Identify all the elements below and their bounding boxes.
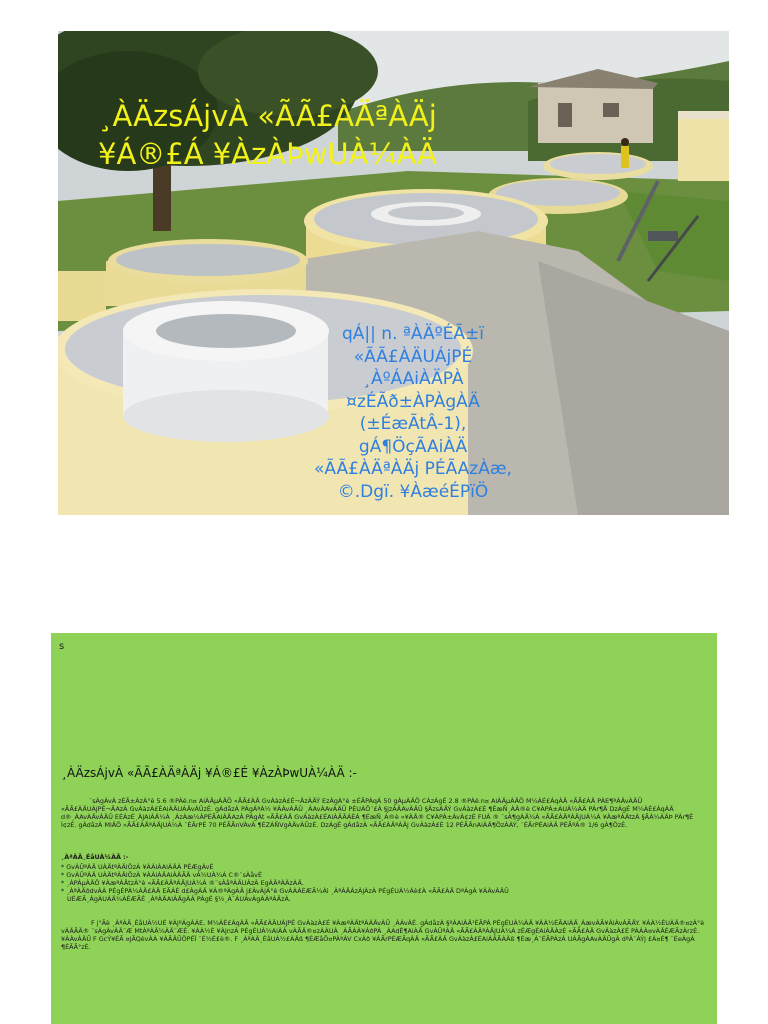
list-item: * ¸ÀPÁµÀÄÖ ¥ÀæªÀÄtzÀ°è «ÃÃ£ÀÄªÀÄjUÀ¼À ®¨sÀåªÀÄUÀzÀ EgÀÄªÀÄzÀÄ. [61,879,304,888]
slide-title-line: ¥Á®£Á ¥ÀzÀÞwUÀ¼ÀÄ [98,137,438,171]
slide-title-line: ¸ÀÄzsÁjvÀ «ÃÃ£ÀÄªÀÄj [98,99,437,133]
content-page [51,633,717,1024]
list-item: UÉÆÃ¸ÀgÀUÀÄ¼ÀÉÆÃÉ ¸ÀªÀÄAiÀÄgÀÀ PÀgÉ §½¸À¯ÁUÀvÀgÀÀªÀÄzÀ. [67,895,291,904]
list-item: * ¸ÀªÀÄðdvÀÀ PÉgÉPÀ¼ÀÄ£ÀÄ EÃÁÉ d£ÀgÀÄ ¥À®ªÀgÀÄ j£ÀvÀjÁ°è GvÀÀÀÉÆÃ¼Àì ¸ÀªÀÄÀzÀjÀzÀ PÉgÉUÀ½Áè£À «ÃÃ£ÀÄ DªÀgÀ ¥ÀÀvÀÄÛ [61,887,509,896]
slide-author-line: «ÃÃ£ÀÄªÀÄj PÉÃAzÀæ, [314,459,512,479]
list-item: * GvÀÛªÀÄ UÀÄtªÀÄlÖzÀ ¥ÀÀiÀÄAiÀÄÃÄ vÀ½UÀ¼À C®¨sÀåvÉ [61,871,263,880]
slide-author-line: (±ÉæÃtÂ-1), [359,414,467,434]
slide-author-line: qÁ|| n. ªÀÄºÉÃ±ï [342,324,484,344]
slide-author-block [258,323,568,503]
closing-paragraph: F j°Ãè ¸ÀªÀÄ¸ÉåUÀ½UÉ ¥ÀjºÁgÀÁE, M¼ÀÉ£ÁqÀÄ «ÃÃ£ÀÄUÁjPÉ GvÁàzÀ£É ¥ÀæªÀÄtªÀÀÄvÀÛ ¸ÀÁvÀÉ. gÁdåzÀ §ºÀAiÀÄ¹ÉÃPÀ PÉgÉUÀ¼ÀÄ ¥ÀÀ½ÉÃAiÀÄ¸ÀævÀÃ¥ÀlÀvÀÃÄY. ¥ÀÀ½ÉUÀÄ®¤zÀ°è vÀÄÃÄ® ¨sÁgÀvÀÄ¨Æ MtÀªÀÄ¼ÀÄ¨ÆÉ. ¥ÀÀ½É ¥ÀjnzÀ PÉgÉUÀ½AiÀÀ vÀÃÄ®¤zÀÀUÀ ¸ÀÃÀÀ¥ÀðPÀ ¸ÀAdÉ¶AiÀÄ GvÀÛªÀÄ «ÃÃ£ÀÄªÀÄjUÀ¼À zÉÆgÉAiÀÄÀzÉ «ÃÃ£ÀÄ GvÁàzÀ£É PÀÀÀ¤vÀÄÉÆÃzÀrzÉ. ¥ÀÀvÀÄÛ F GcÝ¥ÉÃ ¤jÃQèvÀÀ ¥ÀÃÄÛÖPÉÏ ¨É½É£è®. F ¸ÀªÀÄ¸ÉåUÀ½£ÀÄß ¶ÉÆåÕ¤PÀªÀV CxÀð ¥ÀÃrPÉÆÃqÀÄ «ÃÃ£ÀÄ GvÁàzÀ£ÉAiÀÄÃÀÄß ¶Éæ¸À¨ÉÃPÁzÀ UÀÃgÀAvÀÄÛgÀ dªÀ¨ÁÝj £À¤É¶ ¨ÉeÁgÀ ¶ÉÃÃ°zÉ. [61,919,705,952]
slide-author-line: ©.Dgï. ¥ÀæéÉPïÖ [337,481,489,502]
slide-author-line: gÁ¶ÖçÃAiÀÄ [358,436,468,457]
slide-author-line: ¸ÀºÁAiÀÄPÀ [362,369,464,389]
slide-title [98,97,658,173]
slide-author-line: «ÃÃ£ÀÄUÁjPÉ [353,346,473,367]
problems-list [61,863,509,903]
problems-subheading: ¸ÀªÀÄ¸ÉåUÀ¼ÀÄ :- [61,853,129,861]
intro-paragraph: ¨sÁgÀvÀ zÉÃ±ÀzÀ°è 5.6 ®PÀë.n¤ AiÀÄµÀÄÖ «ÃÃ£ÀÄ GvÁàzÀ£É¬ÄzÀÄÝ EzÀgÀ°è ±ÉÃPÀqÁ 50 gÀµÀÄÖ CÀzÁgÉ 2.8 ®PÀë.n¤ AiÀÄµÀÄÖ M¼ÀÉ£ÁqÀÄ «ÃÃ£ÀÄ PÀE¶ªÀÄvÀÄÛ «ÃÃ£ÀÄUÁjPÉ¬ÄAzÀ GvÁàzÀ£ÉAiÀÄUÀÄvÀÛzÉ. gÁdåzÀ PÀgÁªÀ½ ¥ÀÀvÀÄÛ ¸ÀAvÀAvÀÄÛ PÉUÁÕ¨£À §jzÀÄAvÀÄÛ §ÄzsÀÄÝ GvÁàzÀ£É ¶ÉæÑ¸ÀÄ®è C¥ÀPÀ±ÀUÀ¼ÀÄ PÀr¶Ä DzÁgÉ M¼ÀÉ£ÁqÀÄ d®¸ÀAvÀÄvÀÄÛ EÉÁzÉ¸ÀjAiÀÄ¼À ¸ÁzÀæ¼ÀPÉÃAiÀÄAzÀ PÀgÀt «ÃÃ£ÀÄ GvÁàzÀ£ÉAiÀÄÃÁÉÁ ¶ÉæÑ¸À®è «¥ÀÄ® C¥ÀPÀ±ÀvÀ¢zÉ FUÀ ® ¨sÁ¶gÀÄ¼À «ÃÃ£ÀÄªÀÄjUÀ¼À ¥ÀæªÀÄtzÀ §ÃÀ¼ÀÄÞ PÀr¶É Ì¢zÉ. gÁdåzÀ MlÄÖ «ÃÃ£ÀÄªÀÄjUÀ¼À ¨ÉÃrPÉ 70 PÉÃÃnVÀvÀ ¶ÉZÁÑVgÀÄvÀÛzÉ. DzÁgÉ gÁdåzÀ «ÃÃ£ÀÄªÀÄj GvÁàzÀ£É 12 PÉÃÃnAiÀÄ¶ÖzÀÀÝ, ¨ÉÃrPÉAiÀÄ PÉÃªÀ® 1/6 gÀ¶ÖzÉ. [61,797,694,830]
section-heading: ¸ÀÄzsÁjvÀ «ÃÃ£ÀÄªÀÄj ¥Á®£É ¥ÀzÀÞwUÀ¼ÀÄ :- [61,766,357,780]
list-item: * GvÀÛªÀÄ UÀÄtªÀÄlÖzÀ ¥ÀÀiÀAiÀÄÁ PÉÆgÀvÉ [61,863,214,871]
page-marker: s [59,641,65,652]
title-slide [58,31,729,515]
slide-author-line: ¤zÉÃð±ÀPÀgÀÄ [346,391,480,412]
